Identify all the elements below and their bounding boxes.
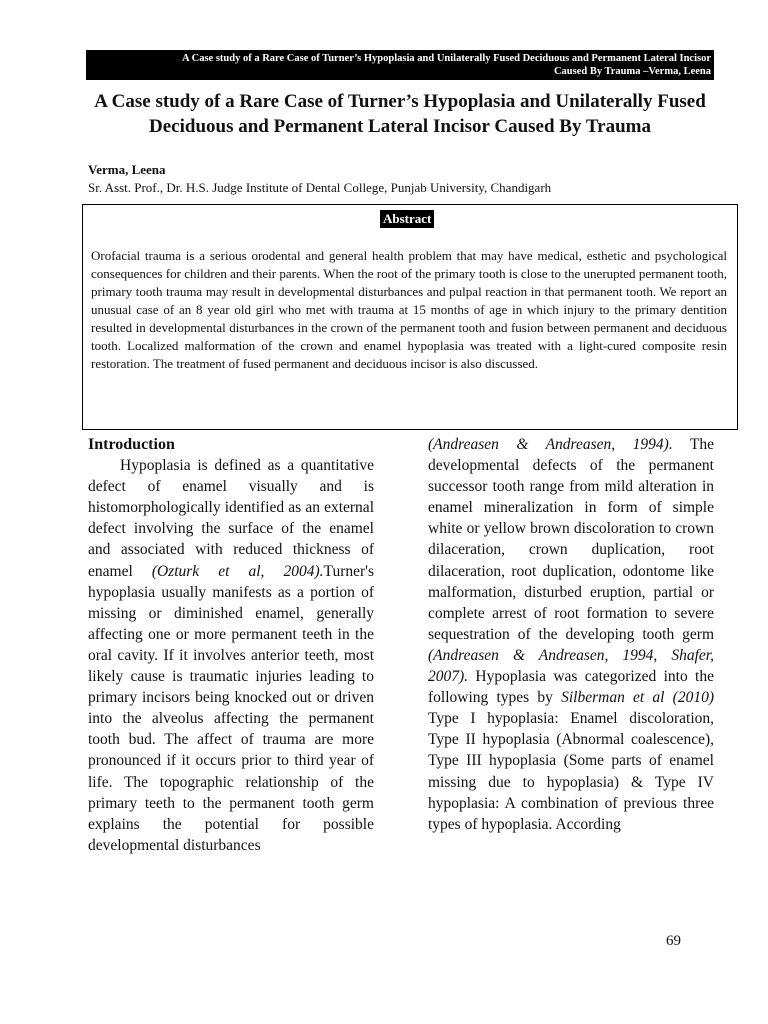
intro-text-1: Hypoplasia is defined as a quantitative defect of enamel visually and is histomorphologically identified as an external defect involving the surface of the enamel and associated with reduced thickness of enamel bbox=[88, 457, 374, 580]
left-column bbox=[88, 434, 374, 856]
citation-ozturk: (Ozturk et al, 2004). bbox=[151, 562, 324, 580]
author-affiliation: Sr. Asst. Prof., Dr. H.S. Judge Institute of Dental College, Punjab University, Chandigarh bbox=[88, 180, 552, 195]
intro-text-2: Turner's hypoplasia usually manifests as a portion of missing or diminished enamel, generally affecting one or more permanent teeth in the oral cavity. If it involves anterior teeth, most likely cause is traumatic injuries leading to primary incisors being knocked out or driven into the alveolus affecting the permanent tooth bud. The affect of trauma are more pronounced if it occurs prior to third year of life. The topographic relationship of the primary teeth to the permanent tooth germ explains the potential for possible developmental disturbances bbox=[88, 562, 374, 854]
intro-text-3: The developmental defects of the permanent successor tooth range from mild alteration in enamel mineralization in form of simple white or yellow brown discoloration to crown dilaceration, crown duplication, root dilaceration, root duplication, odontome like malformation, disturbed eruption, partial or complete arrest of root formation to severe sequestration of the developing tooth germ bbox=[428, 436, 714, 643]
citation-andreasen-1994: (Andreasen & Andreasen, 1994). bbox=[428, 436, 673, 453]
running-head bbox=[86, 50, 714, 80]
citation-andreasen-shafer: (Andreasen & Andreasen, 1994, Shafer, 2007). bbox=[428, 646, 714, 686]
citation-silberman: Silberman et al (2010) bbox=[561, 689, 714, 707]
abstract-text: Orofacial trauma is a serious orodental and general health problem that may have medical, esthetic and psychological consequences for children and their parents. When the root of the primary tooth is close to the unerupted permanent tooth, primary tooth trauma may result in developmental disturbances and pulpal reaction in that permanent tooth. We report an unusual case of an 8 year old girl who met with trauma at 15 months of age in which injury to the primary dentition resulted in developmental disturbances in the crown of the permanent tooth and fusion between permanent and deciduous tooth. Localized malformation of the crown and enamel hypoplasia was treated with a light-cured composite resin restoration. The treatment of fused permanent and deciduous incisor is also discussed. bbox=[91, 248, 727, 371]
running-head-line2: Caused By Trauma –Verma, Leena bbox=[553, 66, 711, 77]
page-number: 69 bbox=[666, 933, 681, 949]
introduction-heading: Introduction bbox=[88, 436, 175, 453]
intro-paragraph-right bbox=[428, 434, 714, 835]
intro-text-5: Type I hypoplasia: Enamel discoloration, Type II hypoplasia (Abnormal coalescence), Type III hypoplasia (Some parts of enamel missing due to hypoplasia) & Type IV hypoplasia: A combination of previous three types of hypoplasia. According bbox=[428, 710, 714, 833]
right-column bbox=[428, 434, 714, 835]
running-head-line1: A Case study of a Rare Case of Turner’s Hypoplasia and Unilaterally Fused Deciduous and Permanent Lateral Incisor bbox=[181, 53, 711, 64]
author-name: Verma, Leena bbox=[88, 162, 166, 177]
abstract-box bbox=[82, 204, 738, 430]
paper-title: A Case study of a Rare Case of Turner’s Hypoplasia and Unilaterally Fused Deciduous and Permanent Lateral Incisor Caused By Trauma bbox=[94, 91, 706, 137]
intro-paragraph-left bbox=[88, 455, 374, 856]
abstract-heading: Abstract bbox=[380, 210, 434, 228]
intro-text-4: Hypoplasia was categorized into the following types by bbox=[428, 668, 714, 707]
